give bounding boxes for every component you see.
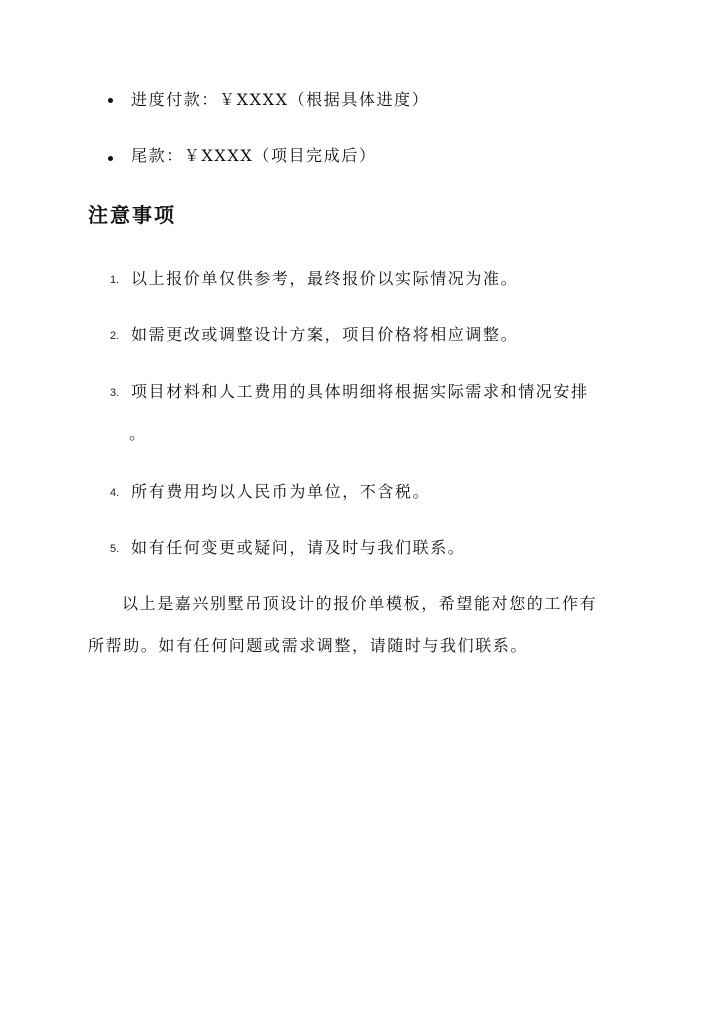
list-item-text: 以上报价单仅供参考，最终报价以实际情况为准。	[131, 269, 519, 288]
payment-item-final: 尾款：￥XXXX（项目完成后）	[131, 146, 377, 165]
list-item-continuation: 。	[129, 424, 147, 443]
list-number: 5.	[110, 543, 120, 555]
closing-line-2: 所帮助。如有任何问题或需求调整，请随时与我们联系。	[88, 636, 529, 655]
list-item-text: 所有费用均以人民币为单位，不含税。	[131, 482, 431, 501]
list-number: 3.	[110, 387, 120, 399]
list-item-text: 如有任何变更或疑问，请及时与我们联系。	[131, 538, 466, 557]
closing-line-1: 以上是嘉兴别墅吊顶设计的报价单模板，希望能对您的工作有	[122, 594, 598, 613]
section-heading: 注意事项	[88, 203, 176, 227]
list-item-text: 如需更改或调整设计方案，项目价格将相应调整。	[131, 325, 519, 344]
list-number: 4.	[110, 487, 120, 499]
bullet-icon	[108, 156, 113, 161]
list-number: 1.	[110, 274, 120, 286]
list-number: 2.	[110, 330, 120, 342]
bullet-icon	[108, 98, 113, 103]
payment-item-progress: 进度付款：￥XXXX（根据具体进度）	[131, 90, 430, 109]
list-item-text: 项目材料和人工费用的具体明细将根据实际需求和情况安排	[131, 382, 589, 401]
